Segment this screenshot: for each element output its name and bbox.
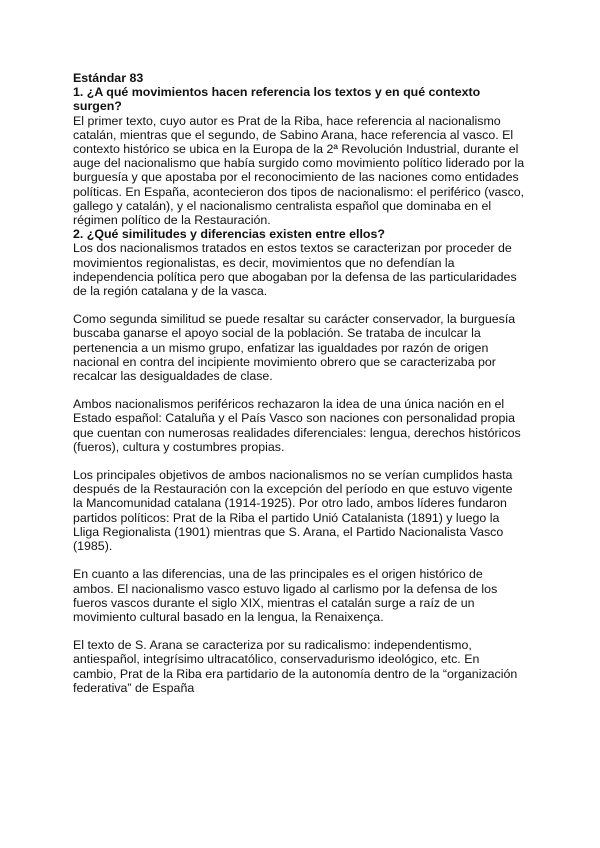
answer-2-paragraph-2: Como segunda similitud se puede resaltar su carácter conservador, la burguesía buscaba ganarse el apoyo social de la población. Se trataba de inculcar la pertenencia a un mismo grupo, enfatizar las igualdades por razón de origen nacional en contra del incipiente movimiento obrero que se caracterizaba por recalcar las desigualdades de clase. [73, 312, 516, 384]
answer-1-paragraph: El primer texto, cuyo autor es Prat de la Riba, hace referencia al nacionalismo catalán, mientras que el segundo, de Sabino Arana, hace referencia al vasco. El contexto histórico se ubica en la Europa de la 2ª Revolución Industrial, durante el auge del nacionalismo que había surgido como movimiento político liderado por la burguesía y que apostaba por el reconocimiento de las naciones como entidades políticas. En España, acontecieron dos tipos de nacionalismo: el periférico (vasco, gallego y catalán), y el nacionalismo centralista español que dominaba en el régimen político de la Restauración. [73, 113, 525, 228]
answer-2-paragraph-6: El texto de S. Arana se caracteriza por su radicalismo: independentismo, antiespañol, integrísimo ultracatólico, conservadurismo ideológico, etc. En cambio, Prat de la Riba era partidario de la autonomía dentro de la “organización federativa” de España [73, 638, 518, 695]
document-title: Estándar 83 [73, 71, 144, 85]
question-1-heading: 1. ¿A qué movimientos hacen referencia los textos y en qué contexto surgen? [73, 85, 481, 114]
answer-2-paragraph-3: Ambos nacionalismos periféricos rechazaron la idea de una única nación en el Estado español: Cataluña y el País Vasco son naciones con personalidad propia que cuentan con numerosas realidades diferenciales: lengua, derechos históricos (fueros), cultura y costumbres propias. [73, 397, 521, 454]
question-2-heading: 2. ¿Qué similitudes y diferencias existen entre ellos? [73, 227, 385, 242]
answer-2-paragraph-1: Los dos nacionalismos tratados en estos textos se caracterizan por proceder de movimientos regionalistas, es decir, movimientos que no defendían la independencia política pero que abogaban por la defensa de las particularidades de la región catalana y de la vasca. [73, 241, 517, 299]
answer-2-paragraph-5: En cuanto a las diferencias, una de las principales es el origen histórico de ambos. El nacionalismo vasco estuvo ligado al carlismo por la defensa de los fueros vascos durante el siglo XIX, mientras el catalán surge a raíz de un movimiento cultural basado en la lengua, la Renaixença. [73, 567, 498, 624]
answer-2-paragraph-4: Los principales objetivos de ambos nacionalismos no se verían cumplidos hasta después de la Restauración con la excepción del período en que estuvo vigente la Mancomunidad catalana (1914-1925). Por otro lado, ambos líderes fundaron partidos políticos: Prat de la Riba el partido Unió Catalanista (1891) y luego la Lliga Regionalista (1901) mientras que S. Arana, el Partido Nacionalista Vasco (1985). [73, 468, 513, 554]
document-page [73, 71, 525, 695]
